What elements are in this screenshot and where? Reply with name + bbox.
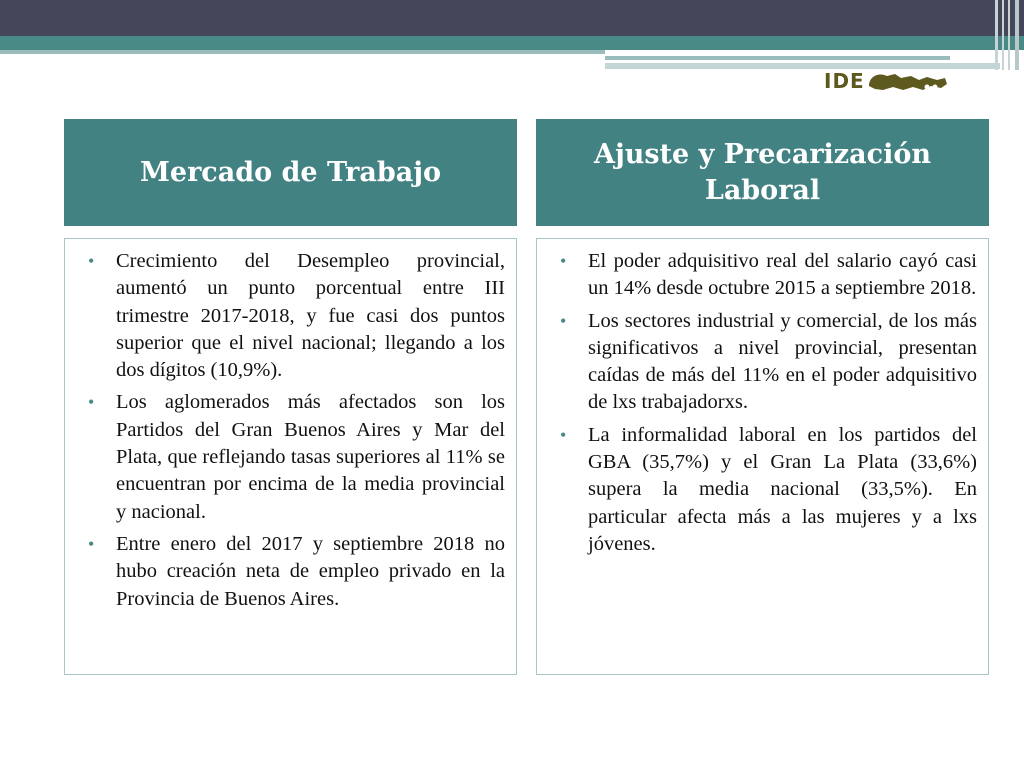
bullet-text: Los aglomerados más afectados son los Partidos del Gran Buenos Aires y Mar del Plata, que reflejando tasas superiores al 11% se encuentran por encima de la media provincial y nacional.	[116, 391, 505, 523]
ideba-logo	[824, 66, 950, 96]
bullet-icon: •	[88, 251, 95, 271]
bullet-text: Los sectores industrial y comercial, de los más significativos a nivel provincial, presentan caídas de más del 11% en el poder adquisitivo de lxs trabajadorxs.	[588, 309, 977, 414]
bullet-text: La informalidad laboral en los partidos del GBA (35,7%) y el Gran La Plata (33,6%) supera la media nacional (33,5%). En particular afecta más a las mujeres y a lxs jóvenes.	[588, 423, 977, 555]
column-header-ajuste-precarizacion	[536, 119, 989, 226]
bullet-icon: •	[88, 533, 95, 554]
top-dark-band	[0, 0, 1024, 36]
bullet-text: El poder adquisitivo real del salario cayó casi un 14% desde octubre 2015 a septiembre 2018.	[588, 250, 977, 300]
decorative-vertical-bar	[1002, 0, 1004, 70]
list-item	[65, 531, 505, 613]
bullet-icon: •	[560, 424, 567, 445]
decorative-vertical-bar	[1008, 0, 1010, 70]
list-item	[537, 248, 977, 303]
content-panel-right	[536, 238, 989, 675]
decorative-vertical-bar	[1015, 0, 1019, 70]
list-item	[65, 389, 505, 525]
bullet-list	[537, 239, 988, 558]
ideba-logo-mark-icon	[867, 68, 949, 94]
column-header-mercado-de-trabajo	[64, 119, 517, 226]
bullet-icon: •	[560, 251, 567, 271]
column-header-title: Ajuste y Precarización Laboral	[594, 138, 931, 206]
list-item	[537, 422, 977, 558]
list-item	[65, 248, 505, 384]
decorative-vertical-bar	[995, 0, 998, 70]
bullet-text: Crecimiento del Desempleo provincial, aumentó un punto porcentual entre III trimestre 2017-2018, y fue casi dos puntos superior que el nivel nacional; llegando a los dos dígitos (10,9%).	[116, 250, 505, 382]
decorative-stripe	[605, 50, 1024, 54]
top-teal-band	[0, 36, 1024, 50]
bullet-icon: •	[88, 392, 95, 413]
content-panel-left	[64, 238, 517, 675]
column-header-title: Mercado de Trabajo	[140, 156, 441, 188]
bullet-list	[65, 239, 516, 613]
decorative-stripe	[0, 50, 605, 54]
bullet-icon: •	[560, 310, 567, 331]
bullet-text: Entre enero del 2017 y septiembre 2018 no hubo creación neta de empleo privado en la Provincia de Buenos Aires.	[116, 532, 505, 610]
logo-text: IDE	[824, 69, 865, 93]
decorative-stripe	[605, 56, 950, 60]
list-item	[537, 308, 977, 417]
